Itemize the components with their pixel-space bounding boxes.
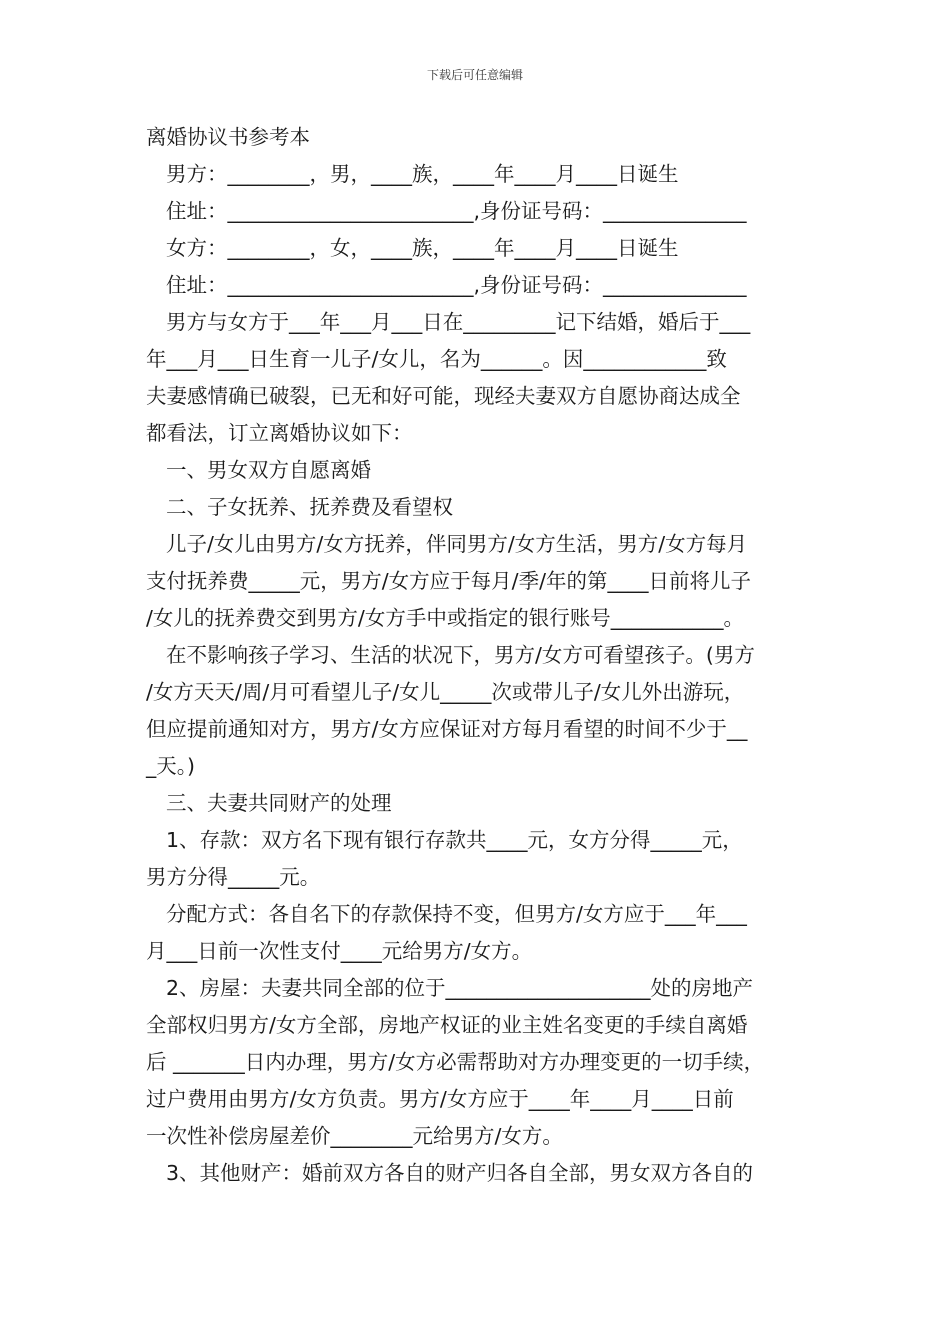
page-header: 下载后可任意编辑 xyxy=(426,68,523,82)
text-line: 二、子女抚养、抚养费及看望权 xyxy=(166,495,453,519)
text-line: 年___月___日生育一儿子/女儿，名为______。因____________致 xyxy=(146,347,727,371)
text-line: /女儿的抚养费交到男方/女方手中或指定的银行账号___________。 xyxy=(146,606,745,630)
text-line: 后 _______日内办理，男方/女方必需帮助对方办理变更的一切手续， xyxy=(146,1050,765,1074)
text-line: 三、夫妻共同财产的处理 xyxy=(166,791,392,815)
text-line: 住址：________________________,身份证号码：______________ xyxy=(166,199,747,223)
text-line: 过户费用由男方/女方负责。男方/女方应于____年____月____日前 xyxy=(146,1087,734,1111)
text-line: 1、存款：双方名下现有银行存款共____元，女方分得_____元， xyxy=(166,828,743,852)
text-line: 支付抚养费_____元，男方/女方应于每月/季/年的第____日前将儿子 xyxy=(146,569,751,593)
text-line: 在不影响孩子学习、生活的状况下，男方/女方可看望孩子。(男方 xyxy=(166,643,755,667)
document-body xyxy=(146,119,814,1192)
text-line: 月___日前一次性支付____元给男方/女方。 xyxy=(146,939,533,963)
text-line: 都看法，订立离婚协议如下： xyxy=(146,421,413,445)
document-title: 离婚协议书参考本 xyxy=(146,125,310,149)
text-line: 全部权归男方/女方全部，房地产权证的业主姓名变更的手续自离婚 xyxy=(146,1013,748,1037)
text-line: 2、房屋：夫妻共同全部的位于____________________处的房地产 xyxy=(166,976,754,1000)
text-line: 儿子/女儿由男方/女方抚养，伴同男方/女方生活，男方/女方每月 xyxy=(166,532,748,556)
text-line: 男方分得_____元。 xyxy=(146,865,321,889)
text-line: 夫妻感情确已破裂，已无和好可能，现经夫妻双方自愿协商达成全 xyxy=(146,384,741,408)
text-line: 女方：________，女，____族，____年____月____日诞生 xyxy=(166,236,679,260)
text-line: 一次性补偿房屋差价________元给男方/女方。 xyxy=(146,1124,563,1148)
text-line: 一、男女双方自愿离婚 xyxy=(166,458,371,482)
text-line: 分配方式：各自名下的存款保持不变，但男方/女方应于___年___ xyxy=(166,902,747,926)
text-line: /女方天天/周/月可看望儿子/女儿_____次或带儿子/女儿外出游玩， xyxy=(146,680,745,704)
text-line: 住址：________________________,身份证号码：______________ xyxy=(166,273,747,297)
text-line: _天。) xyxy=(146,754,195,778)
text-line: 但应提前通知对方，男方/女方应保证对方每月看望的时间不少于__ xyxy=(146,717,748,741)
text-line: 男方与女方于___年___月___日在_________记下结婚，婚后于___ xyxy=(166,310,751,334)
text-line: 3、其他财产：婚前双方各自的财产归各自全部，男女双方各自的 xyxy=(166,1161,754,1185)
text-line: 男方：________，男，____族，____年____月____日诞生 xyxy=(166,162,679,186)
